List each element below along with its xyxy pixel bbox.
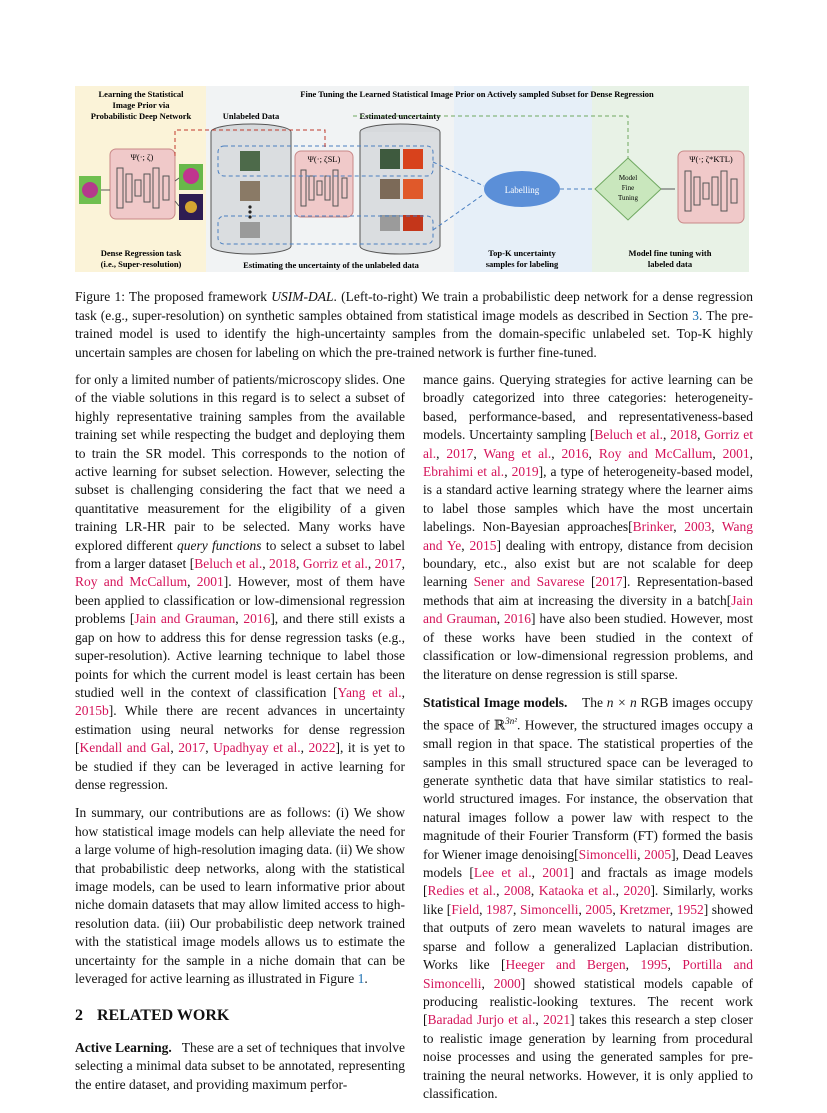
right-column xyxy=(423,371,753,1113)
query-functions-term: query functions xyxy=(177,537,262,553)
citation-year[interactable]: 2001 xyxy=(196,574,224,590)
ellipsis-dot xyxy=(248,210,251,213)
pretrained-model-label: Ψ(·; ζ) xyxy=(130,152,154,162)
citation-link[interactable]: Gorriz et al. xyxy=(302,556,368,572)
ellipsis-dot xyxy=(248,205,251,208)
left-title-line1: Learning the Statistical xyxy=(98,89,184,99)
section-heading xyxy=(75,1007,405,1025)
left-title-line3: Probabilistic Deep Network xyxy=(90,111,192,121)
caption-prefix: Figure 1: The proposed framework xyxy=(75,289,272,304)
sample-1 xyxy=(380,149,400,169)
citation-link[interactable]: Baradad Jurjo et al. xyxy=(427,1012,536,1028)
left-title-line2: Image Prior via xyxy=(112,100,170,110)
citation-link[interactable]: Jain and Grauman xyxy=(134,611,236,627)
decision-line1: Model xyxy=(618,174,638,182)
dense-task-line2: (i.e., Super-resolution) xyxy=(100,259,182,269)
citation-year[interactable]: 2005 xyxy=(644,846,672,862)
labelling-label: Labelling xyxy=(504,185,540,195)
citation-link[interactable]: Ebrahimi et al. xyxy=(423,464,505,480)
citation-link[interactable]: Heeger and Bergen xyxy=(505,957,626,973)
topk-line2: samples for labeling xyxy=(485,259,559,269)
citation-year[interactable]: 2005 xyxy=(585,901,613,917)
citation-year[interactable]: 2020 xyxy=(623,883,651,899)
citation-link[interactable]: Field xyxy=(451,901,480,917)
citation-year[interactable]: 2021 xyxy=(543,1012,571,1028)
citation-link[interactable]: Redies et al. xyxy=(427,883,497,899)
citation-link[interactable]: Beluch et al. xyxy=(594,427,663,443)
framework-figure xyxy=(75,86,749,272)
unlabeled-data-label: Unlabeled Data xyxy=(222,111,280,121)
paragraph-title: Active Learning. xyxy=(75,1039,172,1055)
citation-link[interactable]: Lee et al. xyxy=(473,865,532,881)
citation-year[interactable]: 2017 xyxy=(178,740,206,756)
paragraph-title: Statistical Image models. xyxy=(423,694,568,710)
citation-link[interactable]: Kendall and Gal xyxy=(79,740,171,756)
sample-3 xyxy=(380,215,400,231)
paragraph-contributions: In summary, our contributions are as follows: (i) We show how statistical image models can help alleviate the need for a large volume of high-resolution imaging data. (ii) We show that probabilistic deep networks, along with the statistical image models, can be used to learn informative prior about niche domain datasets that may allow limited access to high-resolution data. (iii) Our probabilistic deep network trained with the statistical image models allows us to estimate the uncertainty for the sample in a niche domain that can be leveraged for active learning as illustrated in Figure 1. xyxy=(75,805,405,986)
hr-blob xyxy=(183,168,199,184)
topk-line1: Top-K uncertainty xyxy=(488,248,556,258)
citation-link[interactable]: Upadhyay et al. xyxy=(213,740,301,756)
citation-year[interactable]: 2018 xyxy=(670,427,698,443)
citation-link[interactable]: Simoncelli xyxy=(519,901,579,917)
citation-link[interactable]: Kataoka et al. xyxy=(538,883,616,899)
citation-link[interactable]: Yang et al. xyxy=(337,684,402,700)
citation-link[interactable]: Brinker xyxy=(632,519,674,535)
citation-year[interactable]: 1987 xyxy=(486,901,514,917)
citation-link[interactable]: Roy and McCallum xyxy=(598,445,713,461)
citation-link[interactable]: Roy and McCallum xyxy=(75,574,188,590)
unlabeled-sample-2 xyxy=(240,181,260,201)
citation-year[interactable]: 2001 xyxy=(542,865,570,881)
section-ref-link[interactable]: 3 xyxy=(692,307,700,323)
citation-link[interactable]: Gorriz et al. xyxy=(423,427,754,461)
paragraph-querying: mance gains. Querying strategies for active learning can be broadly categorized into three categories: heterogeneity-based, performance-based, and representativeness-based models. Uncertainty sampling [Beluch et al., 2018, Gorriz et al., 2017, Wang et al., 2016, Roy and McCallum, 2001, Ebrahimi et al., 2019], a type of heterogeneity-based model, is a standard active learning strategy where the learner aims to label those samples which have the most uncertain labelings. Non-Bayesian approaches[Brinker, 2003, Wang and Ye, 2015] dealing with entropy, distance from decision boundary, etc., also exist but are not scalable for deep learning Sener and Savarese [2017]. Representation-based methods that aim at increasing the diversity in a batch[Jain and Grauman, 2016] have also been studied. However, most of these works have been studied in the context of classification or low-dimensional regression problems, and the literature on dense regression is still sparse. xyxy=(423,372,754,682)
finetune-line1: Model fine tuning with xyxy=(628,248,712,258)
citation-link[interactable]: Wang and Ye xyxy=(423,519,753,553)
citation-year[interactable]: 2019 xyxy=(511,464,539,480)
top-title: Fine Tuning the Learned Statistical Image Prior on Actively sampled Subset for Dense Regression xyxy=(300,89,654,99)
framework-name: USIM-DAL xyxy=(271,289,334,304)
uncertainty-map-2 xyxy=(403,179,423,199)
citation-year[interactable]: 2003 xyxy=(684,519,712,535)
citation-year[interactable]: 2001 xyxy=(722,445,750,461)
section-number: 2 xyxy=(75,1007,83,1025)
citation-year[interactable]: 2017 xyxy=(374,556,402,572)
hr-uncertainty-spot xyxy=(185,201,197,213)
citation-year[interactable]: 1952 xyxy=(676,901,704,917)
paragraph-intro: for only a limited number of patients/microscopy slides. One of the viable solutions in this regard is to select a subset of highly representative training samples from the available training set while respecting the budget and deploying them to train the SR model. This corresponds to the notion of active learning for subset selection. However, selecting the subset is challenging considering the fact that we need a quantitative measurement for the eligibility of a given training LR-HR pair to be selected. Many works have explored different query functions to select a subset to label from a larger dataset [Beluch et al., 2018, Gorriz et al., 2017, Roy and McCallum, 2001]. However, most of them have been applied to classification or low-dimensional regression problems [Jain and Grauman, 2016], and there still exists a gap on how to address this for dense regression tasks (e.g., super-resolution). Active learning technique to label those points for which the current model is least certain has been studied well in the context of classification [Yang et al., 2015b]. While there are recent advances in uncertainty estimation using neural networks for dense regression [Kendall and Gal, 2017, Upadhyay et al., 2022], it is yet to be studied if they can be leveraged in active learning for dense regression. xyxy=(75,372,406,792)
paragraph-active-learning: Active Learning. These are a set of techniques that involve selecting a minimal data subset to be annotated, representing the entire dataset, and providing maximum perfor- xyxy=(75,1039,405,1092)
estimating-label: Estimating the uncertainty of the unlabeled data xyxy=(243,260,419,270)
finetune-line2: labeled data xyxy=(647,259,693,269)
citation-year[interactable]: 2016 xyxy=(561,445,589,461)
decision-line3: Tuning xyxy=(618,194,638,202)
unlabeled-sample-1 xyxy=(240,151,260,171)
figure-caption xyxy=(75,288,753,362)
citation-year[interactable]: 1995 xyxy=(640,957,668,973)
citation-year[interactable]: 2016 xyxy=(243,611,271,627)
citation-year[interactable]: 2022 xyxy=(308,740,336,756)
citation-year[interactable]: 2017 xyxy=(595,574,623,590)
dense-task-line1: Dense Regression task xyxy=(100,248,182,258)
estimated-uncertainty-label: Estimated uncertainty xyxy=(359,111,441,121)
citation-link[interactable]: Kretzmer xyxy=(619,901,670,917)
math-real-space: ℝ xyxy=(494,717,506,733)
citation-link[interactable]: Wang et al. xyxy=(483,445,552,461)
citation-link[interactable]: Portilla and Simoncelli xyxy=(423,957,754,991)
citation-year[interactable]: 2017 xyxy=(446,445,474,461)
final-model-label: Ψ(·; ζ*KTL) xyxy=(689,154,733,164)
section-title: RELATED WORK xyxy=(97,1007,230,1025)
lr-blob xyxy=(82,182,98,198)
paragraph-statistical-models: Statistical Image models. The n × n RGB images occupy the space of ℝ$^{3n^2}$. However, the structured images occupy a small region in that space. The statistical properties of the samples in this small structured space can be leveraged to generate synthetic data that have similar statistics to real-world structured images. For instance, the observation that natural images follow a power law with respect to the magnitude of their Fourier Transform (FT) formed the basis for Wiener image denoising[Simoncelli, 2005], Dead Leaves models [Lee et al., 2001] and fractals as image models [Redies et al., 2008, Kataoka et al., 2020]. Similarly, works like [Field, 1987, Simoncelli, 2005, Kretzmer, 1952] showed that outputs of zero mean wavelets to natural images are sparse and follow a generalized Laplacian distribution. Works like [Heeger and Bergen, 1995, Portilla and Simoncelli, 2000] showed statistical models capable of producing realistic-looking textures. The recent work [Baradad Jurjo et al., 2021] takes this research a step closer to realistic image generation by learning from procedural noise processes and using the generated samples for pre-training the neural networks. However, it is only applied to classification. xyxy=(423,694,754,1101)
uncertainty-map-3 xyxy=(403,215,423,231)
figure-ref-link[interactable]: 1 xyxy=(357,971,365,986)
citation-year[interactable]: 2015 xyxy=(469,537,497,553)
citation-year[interactable]: 2000 xyxy=(493,975,521,991)
citation-link[interactable]: Simoncelli xyxy=(578,846,638,862)
citation-year[interactable]: 2018 xyxy=(269,556,297,572)
caption-text: . (Left-to-right) We train a probabilistic deep network for a dense regression task (e.g., super-resolution) on synthetic samples obtained from statistical image models as described in Section xyxy=(75,289,753,323)
citation-year[interactable]: 2016 xyxy=(504,611,532,627)
citation-year[interactable]: 2015b xyxy=(75,703,109,719)
decision-line2: Fine xyxy=(621,184,635,192)
uncertainty-map-1 xyxy=(403,149,423,169)
citation-link[interactable]: Jain and Grauman xyxy=(423,592,753,627)
caption-text-end: . The pre-trained model is used to identify the high-uncertainty samples from the domain-specific unlabeled set. Top-K highly uncertain samples are chosen for labeling on which the pre-trained network is further fine-tuned. xyxy=(75,307,753,360)
sample-2 xyxy=(380,179,400,199)
citation-link[interactable]: Sener and Savarese xyxy=(473,574,585,590)
unlabeled-sample-3 xyxy=(240,222,260,238)
left-column xyxy=(75,371,405,1104)
math-exponent: 3n² xyxy=(505,716,517,727)
math-n-by-n: n × n xyxy=(606,694,637,710)
citation-year[interactable]: 2008 xyxy=(503,883,531,899)
citation-link[interactable]: Beluch et al. xyxy=(194,556,263,572)
sl-model-label: Ψ(·; ζSL) xyxy=(307,154,341,164)
